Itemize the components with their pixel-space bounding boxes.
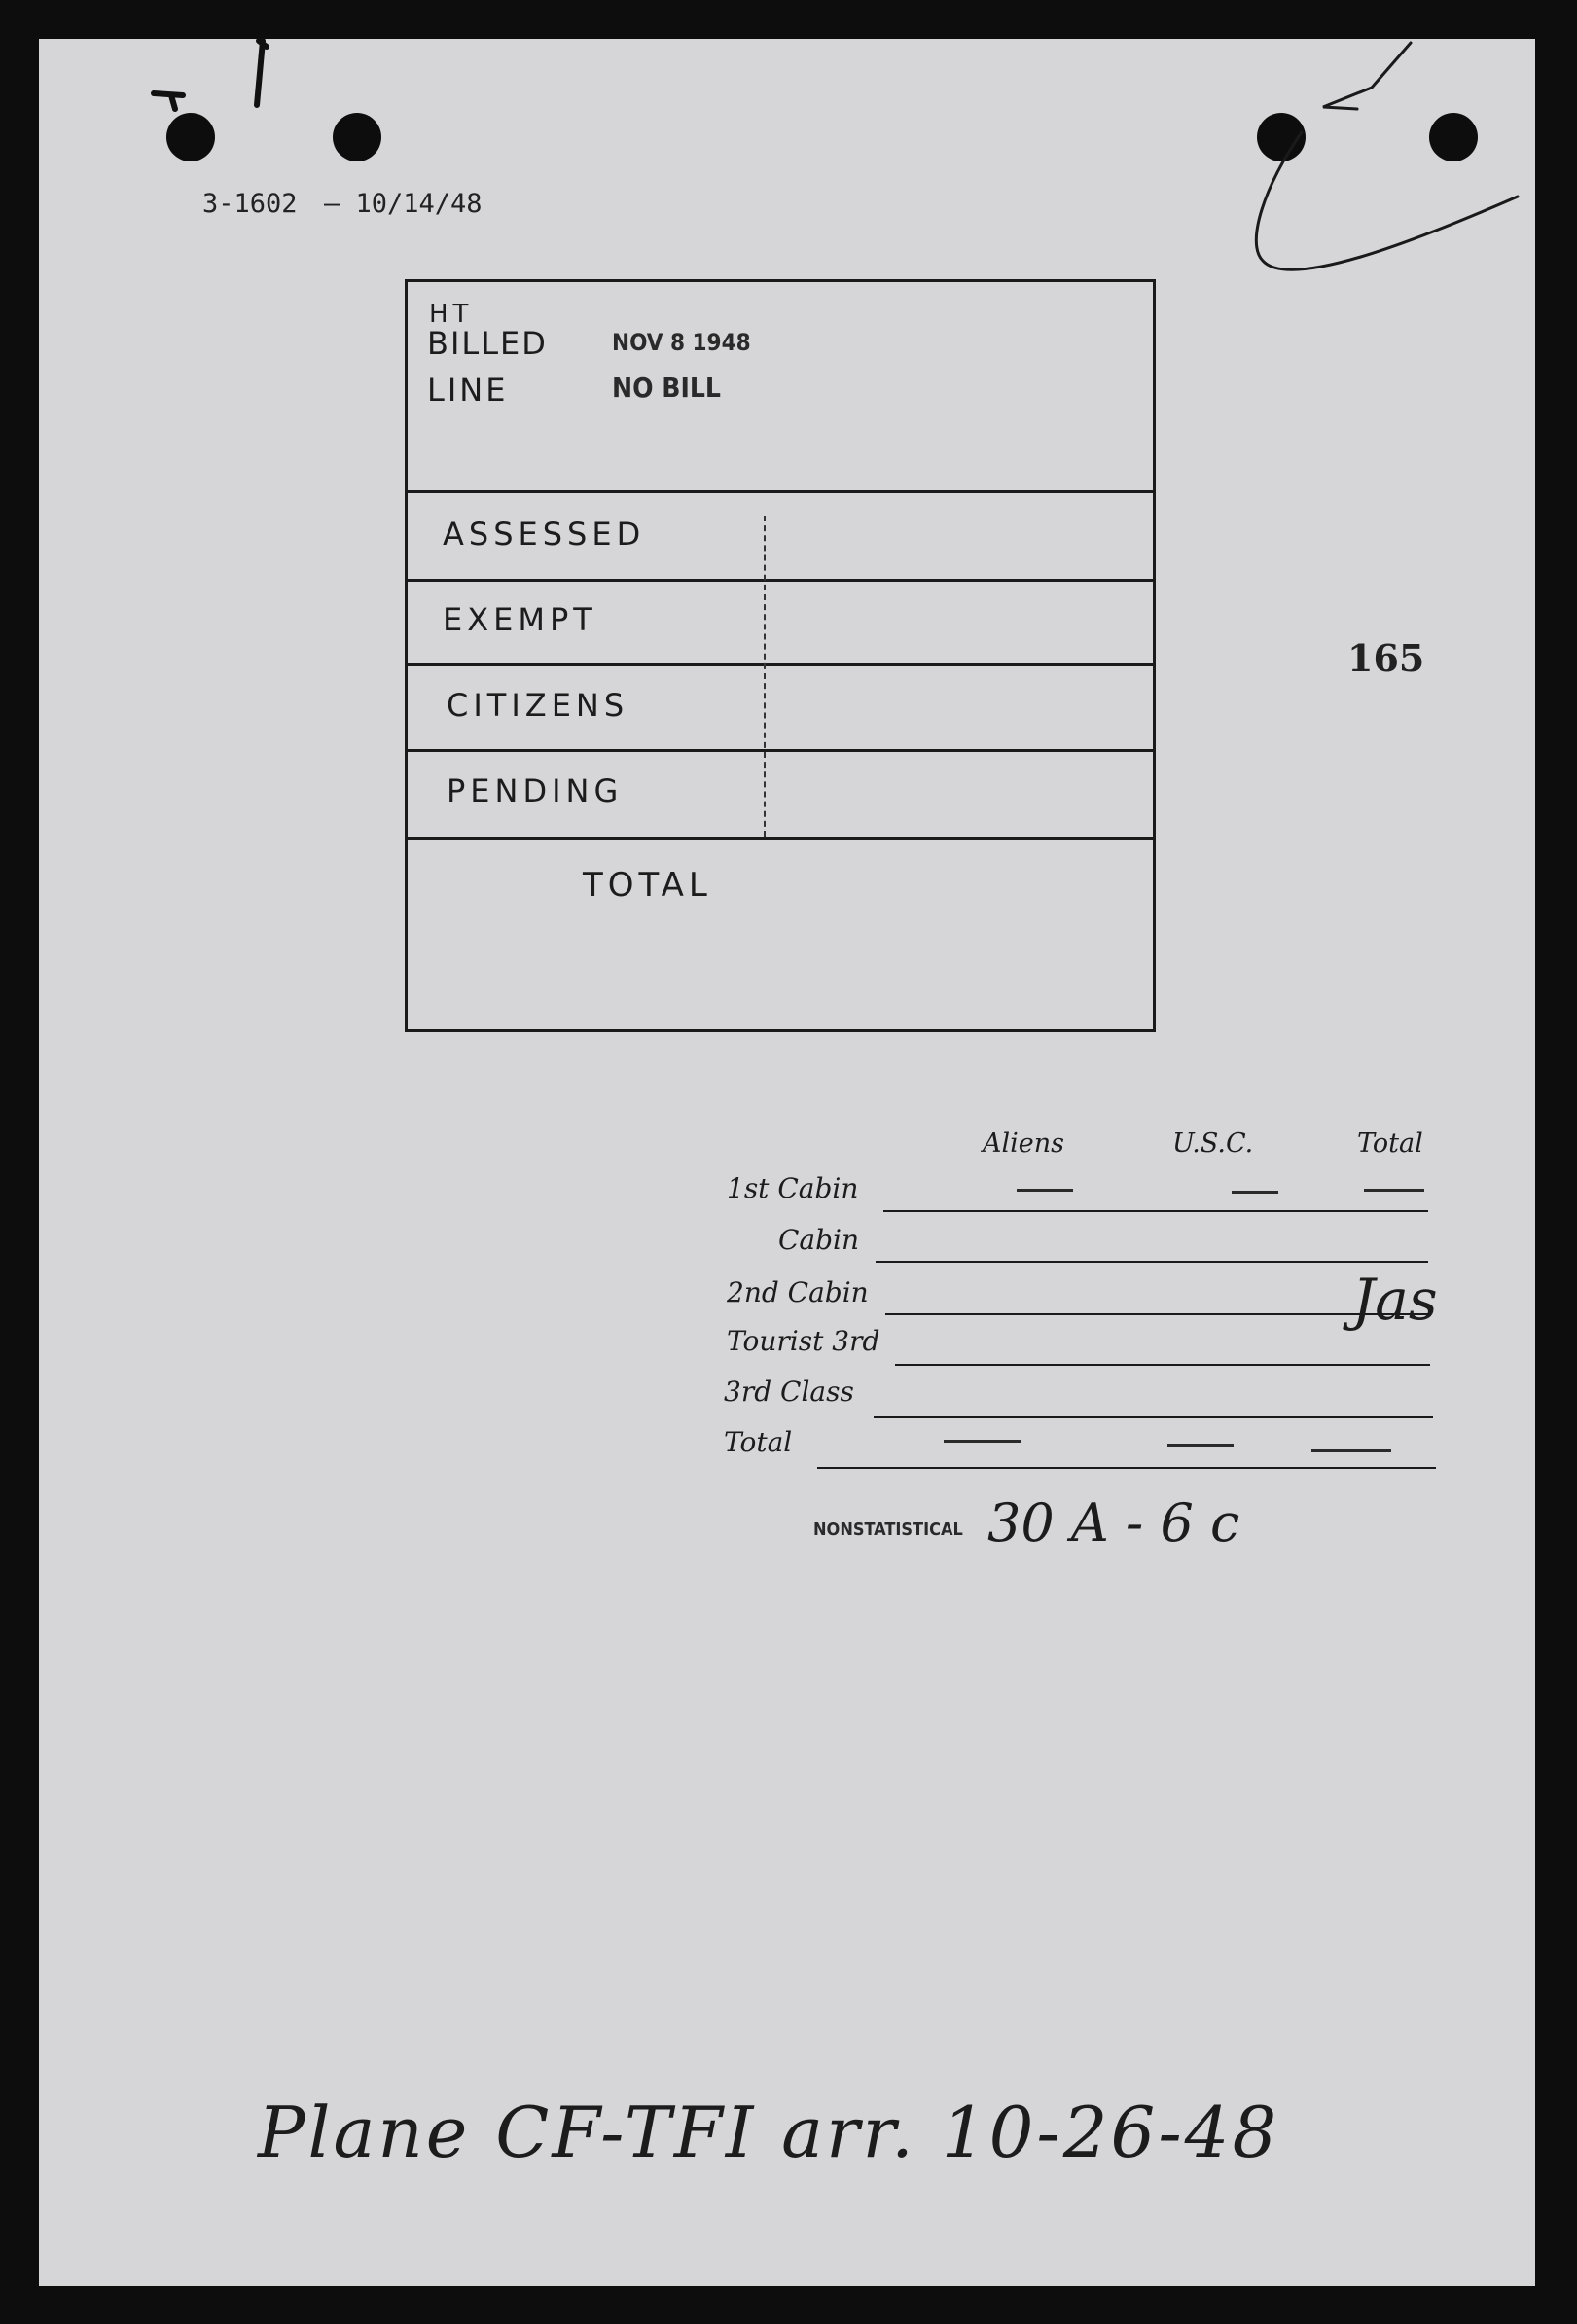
line-label: LINE — [427, 372, 509, 409]
row-divider-2 — [408, 579, 1153, 582]
nonstatistical-label: NONSTATISTICAL — [813, 1520, 963, 1540]
row-divider-1 — [408, 490, 1153, 493]
dash-total-aliens — [944, 1440, 1021, 1443]
total-label: TOTAL — [583, 866, 712, 905]
no-bill-stamp: NO BILL — [612, 372, 721, 404]
cabin-line-third — [874, 1416, 1433, 1418]
pending-label: PENDING — [447, 772, 624, 809]
ht-label: HT — [429, 300, 474, 329]
cabin-label-third: 3rd Class — [724, 1376, 854, 1408]
billed-label: BILLED — [427, 325, 548, 362]
nonstatistical-value: 30 A - 6 c — [987, 1492, 1240, 1554]
dash-total-total — [1311, 1449, 1391, 1452]
page-number: 165 — [1347, 636, 1425, 680]
citizens-label: CITIZENS — [447, 687, 629, 724]
column-divider — [764, 516, 766, 837]
column-total: Total — [1357, 1128, 1423, 1159]
column-aliens: Aliens — [983, 1128, 1064, 1159]
cabin-label-first: 1st Cabin — [727, 1172, 859, 1204]
file-reference: 3-1602 — [202, 189, 298, 219]
cabin-label-cabin: Cabin — [778, 1224, 860, 1256]
row-divider-3 — [408, 663, 1153, 666]
exempt-label: EXEMPT — [443, 601, 597, 638]
pen-mark-top-left — [136, 39, 292, 136]
cabin-line-tourist — [895, 1364, 1430, 1366]
cabin-line-second — [885, 1313, 1428, 1315]
cabin-label-total: Total — [724, 1426, 793, 1458]
cabin-label-tourist: Tourist 3rd — [727, 1325, 880, 1357]
dash-first-aliens — [1017, 1189, 1073, 1192]
cabin-label-second: 2nd Cabin — [727, 1276, 869, 1308]
header-date: — 10/14/48 — [324, 189, 483, 219]
dash-total-usc — [1167, 1444, 1234, 1447]
cabin-line-first — [883, 1210, 1428, 1212]
document-page — [39, 39, 1535, 2286]
cabin-line-cabin — [876, 1261, 1428, 1263]
pen-mark-top-right — [1206, 39, 1537, 331]
cabin-line-total — [817, 1467, 1436, 1469]
row-divider-4 — [408, 749, 1153, 752]
dash-first-usc — [1232, 1191, 1278, 1194]
column-usc: U.S.C. — [1172, 1128, 1254, 1159]
row-divider-5 — [408, 837, 1153, 840]
initials: Jas — [1352, 1267, 1438, 1333]
footer-note: Plane CF-TFI arr. 10-26-48 — [258, 2092, 1280, 2173]
billed-date-stamp: NOV 8 1948 — [612, 329, 751, 356]
assessed-label: ASSESSED — [443, 516, 646, 553]
punch-hole-left-2 — [333, 113, 381, 161]
dash-first-total — [1364, 1189, 1424, 1192]
billing-box — [405, 279, 1156, 1032]
